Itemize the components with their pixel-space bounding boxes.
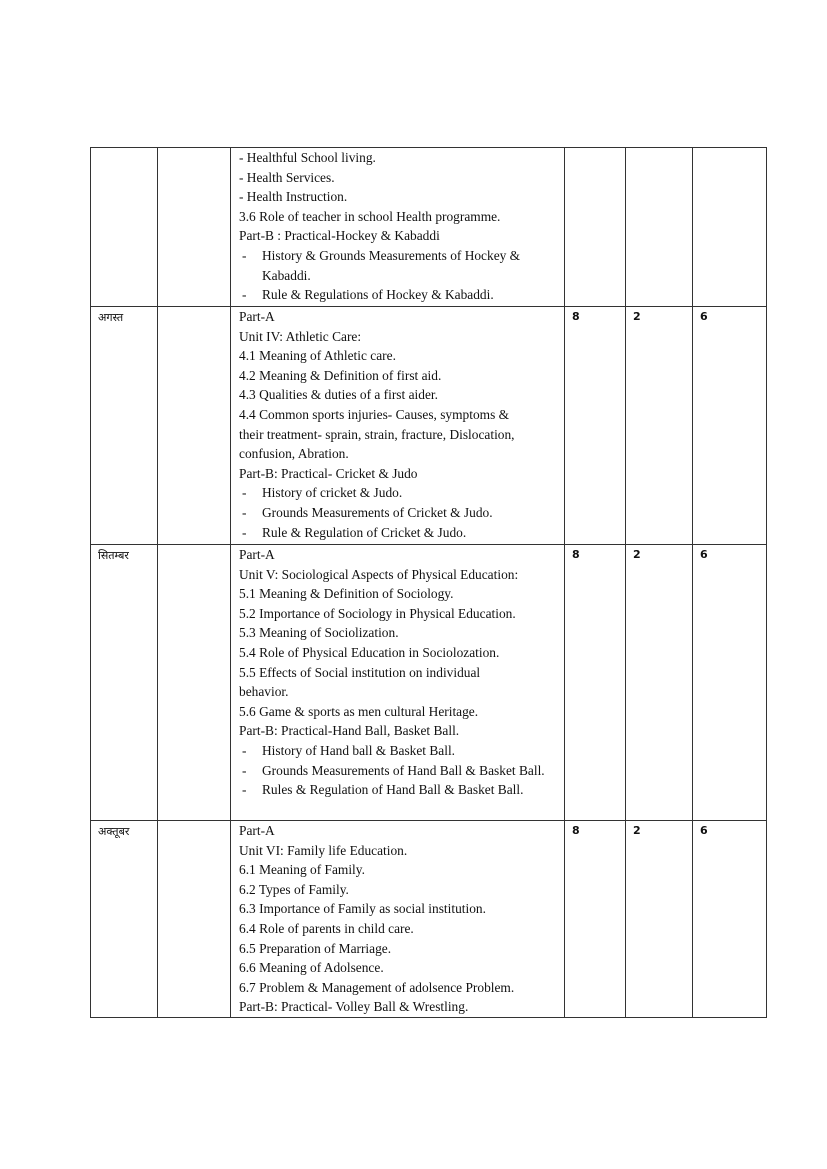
bullet-dash: - bbox=[242, 247, 247, 263]
bullet-dash: - bbox=[242, 524, 247, 540]
content-cell bbox=[231, 545, 565, 821]
content-line: 3.6 Role of teacher in school Health programme. bbox=[239, 208, 501, 224]
month-label: अक्तूबर bbox=[98, 825, 130, 838]
practical-cell bbox=[693, 545, 767, 821]
content-line: 6.1 Meaning of Family. bbox=[239, 862, 365, 878]
week-label bbox=[158, 148, 230, 151]
bullet-dash: - bbox=[242, 782, 247, 798]
content-list bbox=[231, 545, 564, 800]
theory-cell bbox=[626, 545, 693, 821]
week-label bbox=[158, 307, 230, 310]
bullet-item bbox=[239, 761, 556, 781]
practical-value: 6 bbox=[700, 310, 708, 323]
content-cell bbox=[231, 148, 565, 307]
content-list bbox=[231, 821, 564, 1017]
content-line: 5.3 Meaning of Sociolization. bbox=[239, 625, 399, 641]
content-line: Part-A bbox=[239, 823, 275, 838]
practical-value: 6 bbox=[700, 548, 708, 561]
theory-value: 2 bbox=[633, 310, 641, 323]
bullet-text: History of Hand ball & Basket Ball. bbox=[262, 742, 456, 758]
table-row bbox=[91, 821, 767, 1018]
month-cell bbox=[91, 148, 158, 307]
bullet-item bbox=[239, 523, 556, 543]
content-line: 6.2 Types of Family. bbox=[239, 881, 349, 897]
bullet-text: Rule & Regulation of Cricket & Judo. bbox=[262, 524, 467, 540]
content-line: Part-A bbox=[239, 547, 275, 562]
month-label: अगस्त bbox=[98, 311, 124, 324]
content-cell bbox=[231, 821, 565, 1018]
bullet-dash: - bbox=[242, 762, 247, 778]
periods-cell bbox=[565, 821, 626, 1018]
content-line: 4.3 Qualities & duties of a first aider. bbox=[239, 387, 438, 403]
week-label bbox=[158, 821, 230, 824]
content-line: Unit V: Sociological Aspects of Physical Education: bbox=[239, 566, 519, 582]
practical-cell bbox=[693, 821, 767, 1018]
syllabus-table bbox=[90, 147, 767, 1018]
month-cell bbox=[91, 821, 158, 1018]
content-line: - Health Services. bbox=[239, 169, 335, 185]
bullet-text: Grounds Measurements of Cricket & Judo. bbox=[262, 504, 493, 520]
content-line: 5.2 Importance of Sociology in Physical Education. bbox=[239, 605, 516, 621]
content-line: 6.3 Importance of Family as social institution. bbox=[239, 901, 486, 917]
bullet-text: Rule & Regulations of Hockey & Kabaddi. bbox=[262, 287, 494, 303]
content-line: behavior. bbox=[239, 684, 289, 700]
content-line: 4.2 Meaning & Definition of first aid. bbox=[239, 367, 442, 383]
theory-cell bbox=[626, 148, 693, 307]
bullet-item bbox=[239, 503, 556, 523]
content-line: Unit IV: Athletic Care: bbox=[239, 328, 362, 344]
theory-value bbox=[626, 148, 692, 151]
week-cell bbox=[158, 307, 231, 545]
bullet-text: History & Grounds Measurements of Hockey & Kabaddi. bbox=[262, 247, 521, 283]
content-line: Part-B : Practical-Hockey & Kabaddi bbox=[239, 228, 440, 244]
periods-cell bbox=[565, 307, 626, 545]
bullet-item bbox=[239, 246, 556, 285]
week-cell bbox=[158, 545, 231, 821]
practical-cell bbox=[693, 148, 767, 307]
periods-value bbox=[565, 148, 625, 151]
content-line: - Health Instruction. bbox=[239, 189, 348, 205]
content-line: 5.5 Effects of Social institution on individual bbox=[239, 664, 481, 680]
month-label bbox=[91, 148, 157, 151]
bullet-dash: - bbox=[242, 485, 247, 501]
content-line: Part-A bbox=[239, 309, 275, 324]
week-cell bbox=[158, 148, 231, 307]
theory-value: 2 bbox=[633, 548, 641, 561]
content-line: Part-B: Practical- Volley Ball & Wrestling. bbox=[239, 999, 469, 1015]
practical-cell bbox=[693, 307, 767, 545]
periods-cell bbox=[565, 545, 626, 821]
content-line: 4.1 Meaning of Athletic care. bbox=[239, 348, 396, 364]
bullet-text: History of cricket & Judo. bbox=[262, 485, 403, 501]
table-row bbox=[91, 307, 767, 545]
theory-cell bbox=[626, 821, 693, 1018]
content-list bbox=[231, 148, 564, 305]
content-line: their treatment- sprain, strain, fracture, Dislocation, bbox=[239, 426, 515, 442]
week-cell bbox=[158, 821, 231, 1018]
content-line: 6.4 Role of parents in child care. bbox=[239, 920, 414, 936]
bullet-text: Rules & Regulation of Hand Ball & Basket Ball. bbox=[262, 782, 524, 798]
content-line: 6.7 Problem & Management of adolsence Problem. bbox=[239, 979, 515, 995]
month-cell bbox=[91, 545, 158, 821]
content-list bbox=[231, 307, 564, 542]
bullet-dash: - bbox=[242, 287, 247, 303]
bullet-dash: - bbox=[242, 504, 247, 520]
bullet-dash: - bbox=[242, 742, 247, 758]
periods-value: 8 bbox=[572, 824, 580, 837]
practical-value: 6 bbox=[700, 824, 708, 837]
content-cell bbox=[231, 307, 565, 545]
table-row bbox=[91, 545, 767, 821]
content-line: 5.1 Meaning & Definition of Sociology. bbox=[239, 586, 454, 602]
content-line: Part-B: Practical- Cricket & Judo bbox=[239, 465, 418, 481]
week-label bbox=[158, 545, 230, 548]
month-cell bbox=[91, 307, 158, 545]
bullet-item bbox=[239, 780, 556, 800]
theory-value: 2 bbox=[633, 824, 641, 837]
content-line: Part-B: Practical-Hand Ball, Basket Ball. bbox=[239, 723, 460, 739]
bullet-item bbox=[239, 483, 556, 503]
bullet-item bbox=[239, 285, 556, 305]
content-line: - Healthful School living. bbox=[239, 150, 376, 165]
periods-value: 8 bbox=[572, 548, 580, 561]
theory-cell bbox=[626, 307, 693, 545]
practical-value bbox=[693, 148, 766, 151]
content-line: 5.4 Role of Physical Education in Sociolozation. bbox=[239, 644, 500, 660]
content-line: confusion, Abration. bbox=[239, 446, 349, 462]
content-line: 4.4 Common sports injuries- Causes, symptoms & bbox=[239, 406, 510, 422]
table-row bbox=[91, 148, 767, 307]
month-label: सितम्बर bbox=[98, 549, 129, 562]
periods-value: 8 bbox=[572, 310, 580, 323]
content-line: 6.6 Meaning of Adolsence. bbox=[239, 960, 384, 976]
content-line: 6.5 Preparation of Marriage. bbox=[239, 940, 392, 956]
bullet-text: Grounds Measurements of Hand Ball & Basket Ball. bbox=[262, 762, 545, 778]
periods-cell bbox=[565, 148, 626, 307]
content-line: Unit VI: Family life Education. bbox=[239, 842, 408, 858]
content-line: 5.6 Game & sports as men cultural Heritage. bbox=[239, 703, 479, 719]
bullet-item bbox=[239, 741, 556, 761]
